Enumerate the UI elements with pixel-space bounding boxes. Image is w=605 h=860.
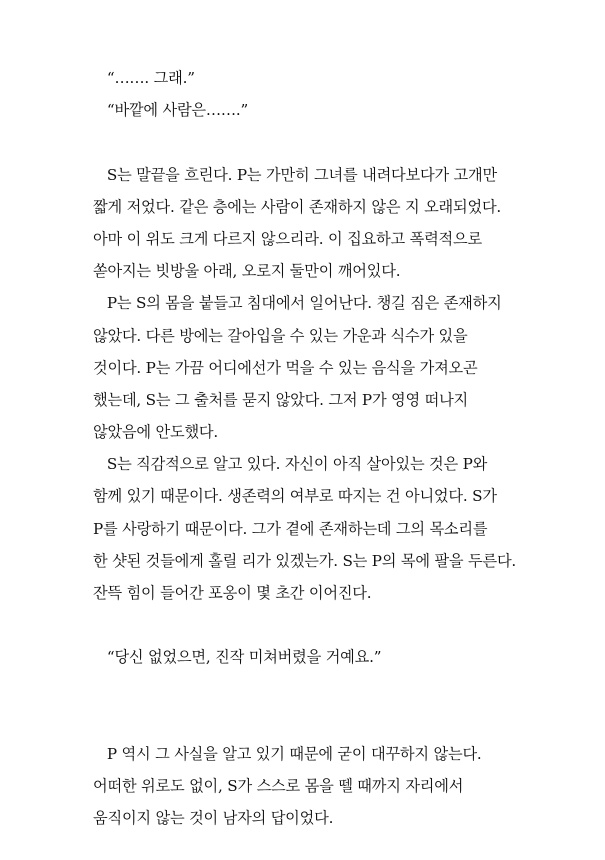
text-line: “바깥에 사람은…….”	[93, 101, 249, 120]
text-line: 어떠한 위로도 없이, S가 스스로 몸을 뗄 때까지 자리에서	[93, 777, 464, 796]
text-line: 쏟아지는 빗방울 아래, 오로지 둘만이 깨어있다.	[93, 262, 401, 281]
text-line: S는 말끝을 흐린다. P는 가만히 그녀를 내려다보다가 고개만	[93, 165, 497, 184]
text-line: 함께 있기 때문이다. 생존력의 여부로 따지는 건 아니었다. S가	[93, 487, 497, 506]
text-line: P 역시 그 사실을 알고 있기 때문에 굳이 대꾸하지 않는다.	[93, 744, 482, 763]
text-line: 않았음에 안도했다.	[93, 423, 219, 442]
text-line: S는 직감적으로 알고 있다. 자신이 아직 살아있는 것은 P와	[93, 455, 488, 474]
text-line: 움직이지 않는 것이 남자의 답이었다.	[93, 809, 334, 828]
text-line: 않았다. 다른 방에는 갈아입을 수 있는 가운과 식수가 있을	[93, 326, 468, 345]
text-line: 한 샷된 것들에게 홀릴 리가 있겠는가. S는 P의 목에 팔을 두른다.	[93, 551, 517, 570]
story-text	[93, 62, 517, 835]
blank-line	[93, 126, 513, 158]
text-line: P를 사랑하기 때문이다. 그가 곁에 존재하는데 그의 목소리를	[93, 519, 488, 538]
text-line: 했는데, S는 그 출처를 묻지 않았다. 그저 P가 영영 떠나지	[93, 390, 469, 409]
blank-line	[93, 609, 513, 641]
text-line: 아마 이 위도 크게 다르지 않으리라. 이 집요하고 폭력적으로	[93, 229, 482, 248]
blank-line	[93, 674, 513, 706]
text-line: “당신 없었으면, 진작 미쳐버렸을 거예요.”	[93, 648, 382, 667]
text-line: “……. 그래.”	[93, 69, 195, 87]
text-line: 짧게 저었다. 같은 층에는 사람이 존재하지 않은 지 오래되었다.	[93, 197, 502, 216]
blank-line	[93, 706, 513, 738]
text-line: P는 S의 몸을 붙들고 침대에서 일어난다. 챙길 짐은 존재하지	[93, 294, 502, 313]
text-line: 잔뜩 힘이 들어간 포옹이 몇 초간 이어진다.	[93, 584, 372, 602]
text-line: 것이다. P는 가끔 어디에선가 먹을 수 있는 음식을 가져오곤	[93, 358, 478, 377]
